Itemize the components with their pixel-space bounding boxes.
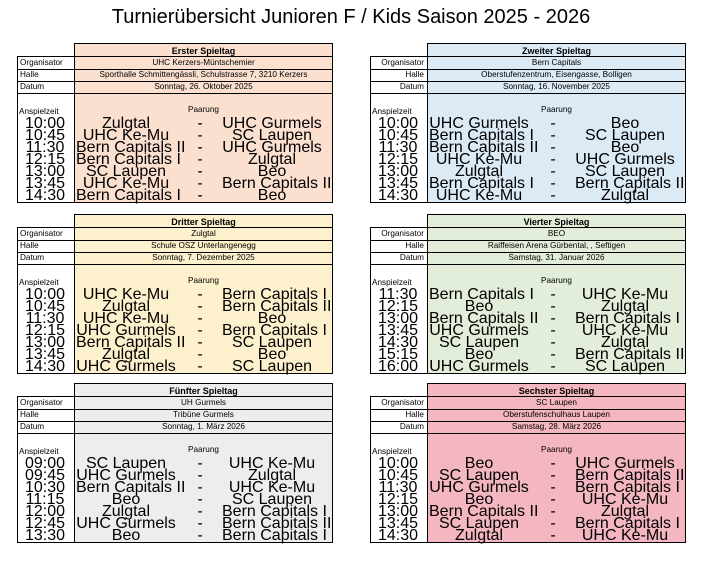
game-time: 13:30 <box>24 527 66 544</box>
game-time: 10:00 <box>377 115 419 132</box>
game-separator: - <box>197 491 203 508</box>
game-home-team: Zulgtal <box>101 346 151 363</box>
spieltag-header: Fünfter Spieltag <box>74 383 333 397</box>
game-time: 09:45 <box>24 467 66 484</box>
anspielzeit-label: Anspielzeit <box>19 278 59 287</box>
game-away-team: Bern Capitals I <box>575 310 680 327</box>
info-label-datum: Datum <box>399 253 424 262</box>
info-value-halle: Schule OSZ Unterlangenegg <box>151 241 256 250</box>
info-label-datum: Datum <box>399 82 424 91</box>
game-home-team: Zulgtal <box>101 115 151 132</box>
game-time: 13:45 <box>377 322 419 339</box>
game-home-team: UHC Ke-Mu <box>82 127 170 144</box>
game-separator: - <box>550 175 556 192</box>
game-separator: - <box>550 503 556 520</box>
game-separator: - <box>197 322 203 339</box>
game-home-team: Bern Capitals II <box>76 139 186 156</box>
game-separator: - <box>550 139 556 156</box>
game-away-team: UHC Ke-Mu <box>228 455 316 472</box>
game-time: 14:30 <box>24 187 66 204</box>
game-home-team: Bern Capitals II <box>76 334 186 351</box>
game-row <box>17 527 333 544</box>
game-time: 14:30 <box>377 187 419 204</box>
game-away-team: Bern Capitals I <box>222 527 327 544</box>
game-away-team: UHC Gurmels <box>222 115 322 132</box>
game-time: 13:45 <box>24 175 66 192</box>
game-away-team: Bern Capitals I <box>222 503 327 520</box>
game-home-team: Beo <box>111 491 141 508</box>
info-label-halle: Halle <box>405 241 424 250</box>
game-away-team: UHC Ke-Mu <box>581 491 669 508</box>
game-away-team: SC Laupen <box>231 127 313 144</box>
paarung-label: Paarung <box>188 105 219 114</box>
game-time: 13:00 <box>24 334 66 351</box>
game-separator: - <box>197 163 203 180</box>
game-away-team: SC Laupen <box>584 163 666 180</box>
game-home-team: Bern Capitals I <box>429 286 534 303</box>
game-home-team: UHC Ke-Mu <box>82 310 170 327</box>
game-away-team: Bern Capitals I <box>575 479 680 496</box>
game-separator: - <box>197 139 203 156</box>
game-time: 10:00 <box>377 455 419 472</box>
game-time: 12:15 <box>24 322 66 339</box>
info-label-organisator: Organisator <box>20 398 63 407</box>
game-time: 11:30 <box>25 139 65 156</box>
game-away-team: Zulgtal <box>600 298 650 315</box>
game-separator: - <box>197 115 203 132</box>
game-home-team: UHC Gurmels <box>76 515 176 532</box>
game-separator: - <box>550 127 556 144</box>
game-away-team: UHC Gurmels <box>575 151 675 168</box>
game-separator: - <box>550 286 556 303</box>
game-time: 12:00 <box>24 503 66 520</box>
game-away-team: Bern Capitals II <box>575 175 685 192</box>
game-row <box>17 187 333 204</box>
game-row <box>370 358 686 375</box>
game-time: 12:15 <box>377 491 419 508</box>
game-separator: - <box>197 151 203 168</box>
game-home-team: Zulgtal <box>454 163 504 180</box>
spieltag-block <box>370 214 686 384</box>
anspielzeit-label: Anspielzeit <box>19 447 59 456</box>
info-label-organisator: Organisator <box>381 398 424 407</box>
game-time: 15:15 <box>377 346 419 363</box>
game-away-team: UHC Ke-Mu <box>581 527 669 544</box>
spieltag-block <box>17 43 333 213</box>
game-separator: - <box>197 527 203 544</box>
game-time: 10:45 <box>377 127 419 144</box>
game-away-team: SC Laupen <box>584 358 666 375</box>
game-time: 12:45 <box>24 515 66 532</box>
game-away-team: Beo <box>257 163 287 180</box>
game-home-team: Zulgtal <box>101 298 151 315</box>
info-value-halle: Tribüne Gurmels <box>173 410 234 419</box>
game-row <box>370 187 686 204</box>
game-home-team: UHC Gurmels <box>76 358 176 375</box>
game-home-team: UHC Ke-Mu <box>82 286 170 303</box>
game-time: 10:00 <box>24 286 66 303</box>
game-separator: - <box>550 467 556 484</box>
game-separator: - <box>550 322 556 339</box>
page-title: Turnierübersicht Junioren F / Kids Saison 2025 - 2026 <box>111 6 591 28</box>
info-label-organisator: Organisator <box>20 58 63 67</box>
game-time: 11:30 <box>378 139 418 156</box>
game-separator: - <box>550 310 556 327</box>
info-value-organisator: SC Laupen <box>536 398 577 407</box>
game-away-team: Zulgtal <box>600 334 650 351</box>
game-home-team: Zulgtal <box>101 503 151 520</box>
game-time: 13:00 <box>377 163 419 180</box>
spieltag-block <box>17 383 333 553</box>
info-value-datum: Samstag, 31. Januar 2026 <box>508 253 605 262</box>
game-separator: - <box>550 334 556 351</box>
game-row <box>370 527 686 544</box>
game-home-team: UHC Gurmels <box>76 322 176 339</box>
game-away-team: Bern Capitals II <box>222 175 332 192</box>
game-separator: - <box>550 163 556 180</box>
game-away-team: Bern Capitals II <box>222 515 332 532</box>
game-time: 16:00 <box>377 358 419 375</box>
game-time: 11:30 <box>25 310 65 327</box>
info-label-halle: Halle <box>20 410 39 419</box>
game-time: 12:15 <box>377 298 419 315</box>
info-value-datum: Sonntag, 26. Oktober 2025 <box>154 82 253 91</box>
game-separator: - <box>197 455 203 472</box>
info-label-halle: Halle <box>20 70 39 79</box>
game-separator: - <box>550 151 556 168</box>
game-separator: - <box>550 491 556 508</box>
game-home-team: UHC Gurmels <box>429 322 529 339</box>
game-time: 13:00 <box>377 503 419 520</box>
game-separator: - <box>197 358 203 375</box>
game-time: 14:30 <box>24 358 66 375</box>
game-home-team: Bern Capitals I <box>76 151 181 168</box>
game-home-team: UHC Ke-Mu <box>435 151 523 168</box>
info-value-halle: Sporthalle Schmittengässli, Schulstrasse 7, 3210 Kerzers <box>99 70 308 79</box>
game-away-team: Zulgtal <box>247 151 297 168</box>
spieltag-block <box>370 383 686 553</box>
game-home-team: SC Laupen <box>438 467 520 484</box>
game-separator: - <box>550 187 556 204</box>
game-separator: - <box>197 515 203 532</box>
info-value-datum: Sonntag, 1. März 2026 <box>162 422 245 431</box>
game-separator: - <box>197 467 203 484</box>
game-separator: - <box>197 346 203 363</box>
anspielzeit-label: Anspielzeit <box>19 107 59 116</box>
game-home-team: Bern Capitals II <box>429 310 539 327</box>
game-away-team: UHC Ke-Mu <box>228 479 316 496</box>
game-home-team: Bern Capitals I <box>76 187 181 204</box>
game-away-team: Beo <box>257 346 287 363</box>
spieltag-header: Zweiter Spieltag <box>427 43 686 57</box>
game-separator: - <box>550 346 556 363</box>
game-home-team: Bern Capitals II <box>429 139 539 156</box>
game-separator: - <box>197 127 203 144</box>
game-time: 13:45 <box>377 515 419 532</box>
game-separator: - <box>197 187 203 204</box>
game-home-team: Bern Capitals I <box>429 175 534 192</box>
game-time: 13:00 <box>24 163 66 180</box>
game-home-team: SC Laupen <box>438 515 520 532</box>
game-time: 09:00 <box>24 455 66 472</box>
game-home-team: UHC Ke-Mu <box>82 175 170 192</box>
game-home-team: UHC Ke-Mu <box>435 187 523 204</box>
game-away-team: Zulgtal <box>600 503 650 520</box>
game-away-team: Bern Capitals I <box>222 286 327 303</box>
game-home-team: UHC Gurmels <box>429 358 529 375</box>
game-away-team: Zulgtal <box>247 467 297 484</box>
game-time: 12:15 <box>377 151 419 168</box>
game-separator: - <box>197 310 203 327</box>
game-home-team: Beo <box>111 527 141 544</box>
info-value-organisator: Zulgtal <box>191 229 216 238</box>
game-home-team: Beo <box>464 491 494 508</box>
game-home-team: Zulgtal <box>454 527 504 544</box>
game-away-team: SC Laupen <box>231 491 313 508</box>
game-separator: - <box>197 286 203 303</box>
game-away-team: Zulgtal <box>600 187 650 204</box>
game-time: 12:15 <box>24 151 66 168</box>
game-separator: - <box>197 479 203 496</box>
game-separator: - <box>197 298 203 315</box>
game-time: 13:45 <box>24 346 66 363</box>
game-away-team: UHC Ke-Mu <box>581 322 669 339</box>
game-away-team: UHC Gurmels <box>575 455 675 472</box>
game-separator: - <box>197 503 203 520</box>
info-value-organisator: UHC Kerzers-Müntschemier <box>152 58 255 67</box>
spieltag-header: Dritter Spieltag <box>74 214 333 228</box>
spieltag-header: Vierter Spieltag <box>427 214 686 228</box>
game-time: 13:45 <box>377 175 419 192</box>
paarung-label: Paarung <box>541 105 572 114</box>
game-time: 10:45 <box>24 127 66 144</box>
info-label-datum: Datum <box>20 253 45 262</box>
game-separator: - <box>550 527 556 544</box>
game-away-team: Bern Capitals I <box>575 515 680 532</box>
game-time: 14:30 <box>377 334 419 351</box>
info-value-halle: Oberstufenzentrum, Eisengasse, Bolligen <box>481 70 632 79</box>
game-time: 11:30 <box>378 286 418 303</box>
info-value-datum: Samstag, 28. März 2026 <box>511 422 602 431</box>
game-away-team: SC Laupen <box>231 358 313 375</box>
paarung-label: Paarung <box>188 445 219 454</box>
game-away-team: UHC Ke-Mu <box>581 286 669 303</box>
game-home-team: UHC Gurmels <box>429 115 529 132</box>
spieltag-block <box>370 43 686 213</box>
game-home-team: Bern Capitals I <box>429 127 534 144</box>
game-home-team: UHC Gurmels <box>429 479 529 496</box>
info-label-halle: Halle <box>20 241 39 250</box>
game-time: 10:00 <box>24 115 66 132</box>
game-time: 11:15 <box>25 491 65 508</box>
game-separator: - <box>197 334 203 351</box>
info-label-organisator: Organisator <box>381 58 424 67</box>
spieltag-header: Sechster Spieltag <box>427 383 686 397</box>
spieltag-block <box>17 214 333 384</box>
info-value-organisator: BEO <box>547 229 566 238</box>
info-label-organisator: Organisator <box>20 229 63 238</box>
info-label-organisator: Organisator <box>381 229 424 238</box>
game-time: 13:00 <box>377 310 419 327</box>
game-home-team: Beo <box>464 455 494 472</box>
info-value-halle: Oberstufenschulhaus Laupen <box>503 410 610 419</box>
game-time: 10:45 <box>24 298 66 315</box>
info-label-datum: Datum <box>399 422 424 431</box>
game-separator: - <box>550 358 556 375</box>
game-home-team: Beo <box>464 298 494 315</box>
game-away-team: Bern Capitals II <box>222 298 332 315</box>
anspielzeit-label: Anspielzeit <box>372 447 412 456</box>
info-label-datum: Datum <box>20 82 45 91</box>
game-away-team: Beo <box>257 310 287 327</box>
anspielzeit-label: Anspielzeit <box>372 107 412 116</box>
spieltag-header: Erster Spieltag <box>74 43 333 57</box>
info-value-organisator: Bern Capitals <box>531 58 582 67</box>
game-time: 10:45 <box>377 467 419 484</box>
game-time: 11:30 <box>378 479 418 496</box>
game-row <box>17 358 333 375</box>
anspielzeit-label: Anspielzeit <box>372 278 412 287</box>
game-time: 10:30 <box>24 479 66 496</box>
game-home-team: SC Laupen <box>85 163 167 180</box>
game-away-team: Beo <box>257 187 287 204</box>
paarung-label: Paarung <box>541 445 572 454</box>
game-away-team: Beo <box>610 115 640 132</box>
info-label-halle: Halle <box>405 70 424 79</box>
game-separator: - <box>550 115 556 132</box>
game-away-team: Bern Capitals I <box>222 322 327 339</box>
info-value-datum: Sonntag, 16. November 2025 <box>503 82 610 91</box>
info-value-datum: Sonntag, 7. Dezember 2025 <box>152 253 255 262</box>
game-home-team: Beo <box>464 346 494 363</box>
game-separator: - <box>550 515 556 532</box>
game-home-team: Bern Capitals II <box>429 503 539 520</box>
info-label-datum: Datum <box>20 422 45 431</box>
game-away-team: Bern Capitals II <box>575 346 685 363</box>
game-home-team: Bern Capitals II <box>76 479 186 496</box>
game-separator: - <box>197 175 203 192</box>
info-label-halle: Halle <box>405 410 424 419</box>
paarung-label: Paarung <box>188 276 219 285</box>
game-away-team: UHC Gurmels <box>222 139 322 156</box>
game-away-team: SC Laupen <box>231 334 313 351</box>
game-separator: - <box>550 298 556 315</box>
game-away-team: SC Laupen <box>584 127 666 144</box>
game-home-team: UHC Gurmels <box>76 467 176 484</box>
game-separator: - <box>550 479 556 496</box>
game-away-team: Bern Capitals II <box>575 467 685 484</box>
info-value-halle: Raiffeisen Arena Gürbental, , Seftigen <box>487 241 626 250</box>
info-value-organisator: UH Gurmels <box>180 398 227 407</box>
game-home-team: SC Laupen <box>85 455 167 472</box>
game-away-team: Beo <box>610 139 640 156</box>
game-home-team: SC Laupen <box>438 334 520 351</box>
game-separator: - <box>550 455 556 472</box>
paarung-label: Paarung <box>541 276 572 285</box>
game-time: 14:30 <box>377 527 419 544</box>
